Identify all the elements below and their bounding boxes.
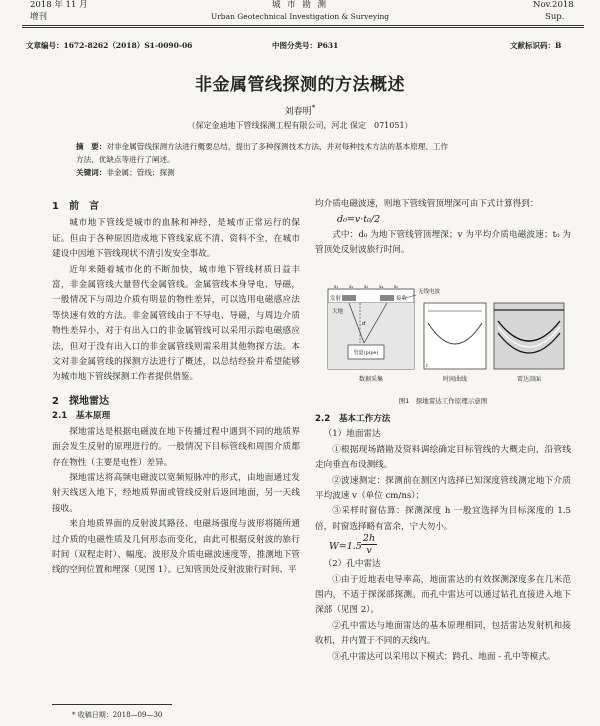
figure-1-caption: 图1 探地雷达工作原理示意图 [398, 397, 488, 405]
intro-paragraph-2: 近年来随着城市化的不断加快，城市地下管线材质日益丰富，非金属管线大量替代金属管线。金属管线本身导电、导磁，一般情况下与周边介质有明显的物性差异，可以选用电磁感应法等快速有效的方法。非金属管线由于不导电、导磁，与周边介质物性差异小，对于有出入口的非金属管线可以采用示踪电磁感应法，但对于没有出入口的非金属管线则需采用其他物探方法。本文对非金属管线的探测方法进行了概述，以总结经验并希望能够为城市地下管线探测工作者提供借鉴。 [52, 264, 300, 383]
abstract-label: 摘 要： [76, 142, 107, 151]
label-soil: 大地 [332, 309, 344, 315]
sublabel-a: 数据采集 [358, 376, 384, 383]
paper-title: 非金属管线探测的方法概述 [195, 75, 405, 95]
receive-antenna [380, 295, 394, 301]
label-air: 无线电波 [418, 289, 441, 295]
formula-numerator: 2h [362, 533, 376, 545]
header-issue-en: Sup. [545, 12, 565, 22]
label-d: d [362, 321, 366, 327]
author-name: 刘春明 [284, 107, 312, 117]
author-line [0, 103, 600, 117]
method-1-step-2: ②波速测定：探测前在测区内选择已知深度管线测定地下介质平均波速 v（单位 cm/ns）； [315, 475, 571, 502]
formula-fraction [361, 533, 377, 556]
label-x3: x₃ [364, 285, 369, 290]
label-x5: x₅ [394, 285, 399, 290]
keywords-line [76, 166, 526, 179]
abstract [76, 140, 526, 179]
header-rule-2 [22, 27, 584, 28]
section-2-2-heading: 2.2 基本工作方法 [315, 414, 391, 424]
figure-panel-b [424, 303, 486, 369]
label-x1: x₁ [334, 285, 339, 290]
right-column-top [315, 197, 571, 259]
label-rx: 接收 [396, 296, 408, 302]
intro-paragraph-1: 城市地下管线是城市的血脉和神经，是城市正常运行的保证。但由于各种原因造成地下管线家底不清、资料不全，在城市建设中因地下管线现状不清引发安全事故。 [52, 218, 300, 260]
method-2-step-1: ①由于近地表电导率高，地面雷达的有效探测深度多在几米范围内，不适于探深部探测。而孔中雷达可以通过钻孔直接进入地下深部（见图 2）。 [315, 574, 571, 616]
gpr-paragraph-3: 来自地质界面的反射波其路径、电磁场强度与波形将随所通过介质的电磁性质及几何形态而变化，由此可根据反射波的旅行时间（双程走时）、幅度、波形及介质电磁波速度等，推测地下管线的空间位置和埋深（见图 1）。已知管顶处反射波旅行时间、平 [52, 519, 300, 576]
sublabel-b: 时间曲线 [442, 376, 468, 383]
keywords: 非金属；管线；探测 [106, 168, 175, 177]
journal-name-en: Urban Geotechnical Investigation & Surveying [210, 12, 390, 21]
section-2-heading: 2 探地雷达 [52, 395, 109, 407]
method-1-heading: （1）地面雷达 [323, 429, 381, 440]
formula-window [315, 535, 571, 557]
method-2-heading: （2）孔中雷达 [323, 559, 381, 570]
method-1-step-3: ③采样时窗估算：探测深度 h 一般宜选择为目标深度的 1.5 倍，时窗选择略有富余，宁大勿小。 [315, 506, 571, 532]
affiliation: （保定金迪地下管线探测工程有限公司，河北 保定 071051） [187, 121, 413, 130]
header-issue: 增刊 [30, 12, 48, 22]
right-column-bottom [315, 412, 571, 665]
figure-panel-c [494, 303, 564, 369]
gpr-paragraph-2: 探地雷达将高频电磁波以宽频短脉冲的形式，由地面通过发射天线送入地下，经地质界面或管线反射后返回地面，另一天线接收。 [52, 472, 300, 514]
section-2-1-heading: 2.1 基本原理 [52, 411, 111, 422]
footnote-received-date: * 收稿日期：2018—09—30 [72, 711, 163, 719]
method-1-step-1: ①根据现场踏勘及资料调绘确定目标管线的大概走向，沿管线走向垂直布设测线。 [315, 444, 571, 471]
figure-1 [322, 283, 572, 391]
header-date-en: Nov.2018 [533, 0, 574, 10]
transmit-antenna [342, 295, 356, 301]
label-t: t [426, 363, 429, 369]
abstract-line-2: 方法、优缺点等进行了阐述。 [76, 155, 175, 164]
abstract-line-1 [76, 140, 526, 153]
article-number: 文章编号：1672-8262（2018）S1-0090-06 [26, 41, 193, 50]
section-1-heading: 1 前 言 [52, 201, 99, 212]
document-code: 文献标识码：B [510, 41, 562, 50]
formula-depth: d₀=v·t₀/2 [337, 214, 381, 226]
formula-window-lhs: W=1.5 [329, 541, 362, 553]
method-2-step-3: ③孔中雷达可以采用以下模式：跨孔、地面 - 孔中等模式。 [332, 651, 556, 662]
sublabel-c: 雷达剖面 [516, 376, 542, 383]
formula-denominator: v [366, 545, 372, 557]
clc-number: 中图分类号：P631 [272, 41, 339, 50]
keywords-label: 关键词： [76, 168, 107, 177]
header-date: 2018 年 11 月 [30, 0, 88, 10]
label-tx: 发射 [330, 296, 342, 302]
label-x2: x₂ [349, 285, 354, 290]
label-pipe: 管道(pipe) [353, 350, 379, 356]
footnote-rule [52, 704, 172, 705]
method-2-step-2: ②孔中雷达与地面雷达的基本原理相同，包括雷达发射机和接收机，并内置于不同的天线内。 [315, 620, 571, 647]
right-paragraph-0: 均介质电磁波速，则地下管线管顶埋深可由下式计算得到： [315, 199, 539, 209]
journal-name: 城 市 勘 测 [271, 0, 329, 10]
label-x4: x₄ [379, 285, 384, 290]
formula-explanation: 式中：d₀ 为地下管线管顶埋深；v 为平均介质电磁波速；t₀ 为管顶处反射波旅行时间。 [315, 229, 571, 256]
gpr-paragraph-1: 探地雷达是根据电磁波在地下传播过程中遇到不同的地质界面会发生反射的原理进行的。一般情况下目标管线和周围介质都存在物性（主要是电性）差异。 [52, 426, 300, 468]
author-footnote-mark: * [311, 103, 316, 112]
abstract-text-1: 对非金属管线探测方法进行概要总结，提出了多种探测技术方法，并对每种技术方法的基本原理、工作 [106, 142, 449, 151]
header-rule [22, 25, 584, 26]
left-column [52, 199, 300, 579]
